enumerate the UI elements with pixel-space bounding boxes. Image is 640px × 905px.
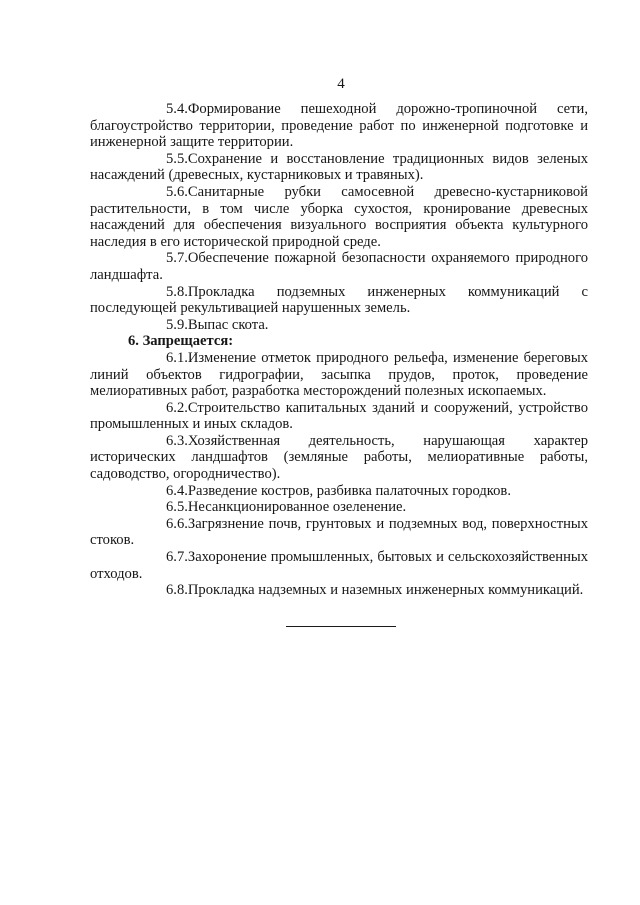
clause-number: 6.6. bbox=[166, 515, 188, 532]
clause-text: Формирование пешеходной дорожно-тропиночной сети, благоустройство территории, проведение работ по инженерной подготовке и инженерной защите территории. bbox=[90, 101, 588, 151]
clause-6-2 bbox=[90, 400, 588, 433]
clause-number: 5.6. bbox=[166, 183, 188, 200]
clause-6-4 bbox=[90, 483, 588, 500]
clause-text: Строительство капитальных зданий и сооружений, устройство промышленных и иных складов. bbox=[90, 399, 588, 433]
clause-6-7 bbox=[90, 549, 588, 582]
document-body bbox=[90, 101, 588, 599]
clause-5-6 bbox=[90, 184, 588, 250]
clause-number: 6.2. bbox=[166, 399, 188, 416]
section-6-heading: 6. Запрещается: bbox=[128, 333, 234, 350]
clause-number: 5.9. bbox=[166, 316, 188, 333]
clause-5-5 bbox=[90, 151, 588, 184]
clause-text: Хозяйственная деятельность, нарушающая характер исторических ландшафтов (земляные работы, мелиоративные работы, садоводство, огородничество). bbox=[90, 432, 588, 483]
clause-text: Прокладка подземных инженерных коммуникаций с последующей рекультивацией нарушенных земель. bbox=[90, 283, 588, 317]
clause-6-8 bbox=[90, 582, 588, 599]
clause-number: 6.4. bbox=[166, 482, 188, 499]
clause-number: 6.1. bbox=[166, 349, 188, 366]
clause-text: Загрязнение почв, грунтовых и подземных вод, поверхностных стоков. bbox=[90, 515, 588, 549]
clause-6-6 bbox=[90, 516, 588, 549]
clause-number: 6.7. bbox=[166, 549, 188, 566]
clause-text: Разведение костров, разбивка палаточных городков. bbox=[187, 482, 511, 499]
end-of-text-rule bbox=[286, 626, 396, 627]
clause-number: 5.7. bbox=[166, 250, 188, 267]
clause-number: 6.8. bbox=[166, 582, 188, 599]
clause-5-7 bbox=[90, 250, 588, 283]
clause-number: 6.3. bbox=[166, 432, 188, 449]
clause-text: Обеспечение пожарной безопасности охраняемого природного ландшафта. bbox=[90, 250, 588, 283]
clause-text: Изменение отметок природного рельефа, изменение береговых линий объектов гидрографии, засыпка прудов, проток, проведение мелиоративных работ, разработка месторождений полезных ископаемых. bbox=[90, 349, 588, 400]
clause-number: 5.5. bbox=[166, 150, 188, 167]
clause-text: Захоронение промышленных, бытовых и сельскохозяйственных отходов. bbox=[90, 549, 588, 582]
clause-6-3 bbox=[90, 433, 588, 483]
clause-5-8 bbox=[90, 284, 588, 317]
clause-number: 5.4. bbox=[166, 101, 188, 117]
clause-5-4 bbox=[90, 101, 588, 151]
clause-6-1 bbox=[90, 350, 588, 400]
clause-text: Выпас скота. bbox=[187, 316, 269, 333]
clause-number: 6.5. bbox=[166, 499, 188, 516]
page-number: 4 bbox=[337, 76, 345, 92]
clause-text: Прокладка надземных и наземных инженерных коммуникаций. bbox=[187, 582, 584, 599]
clause-text: Сохранение и восстановление традиционных видов зеленых насаждений (древесных, кустарниковых и травяных). bbox=[90, 150, 588, 184]
clause-number: 5.8. bbox=[166, 283, 188, 300]
clause-5-9 bbox=[90, 317, 588, 334]
clause-text: Санитарные рубки самосевной древесно-кустарниковой растительности, в том числе уборка сухостоя, кронирование древесных насаждений для обеспечения визуального восприятия объекта культурного наследия в его исторической природной среде. bbox=[90, 183, 588, 250]
clause-text: Несанкционированное озеленение. bbox=[187, 499, 407, 516]
clause-6-5 bbox=[90, 499, 588, 516]
